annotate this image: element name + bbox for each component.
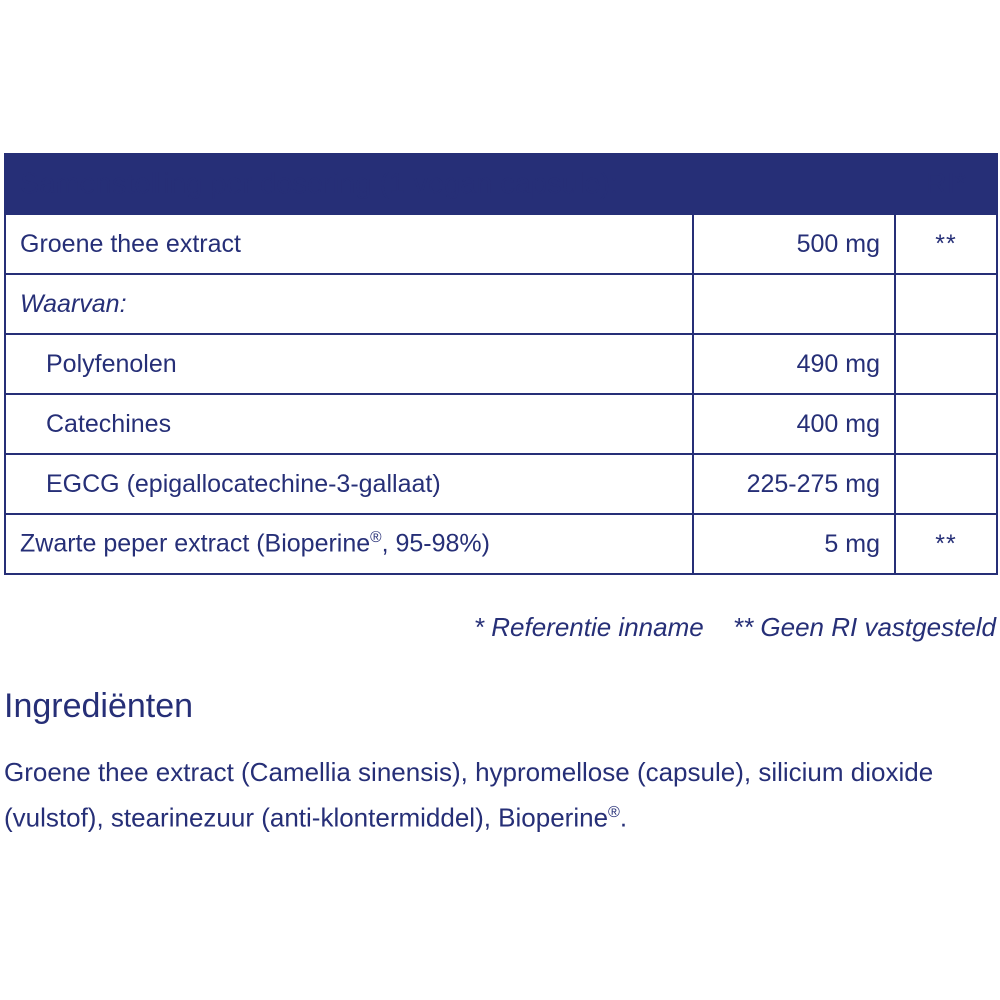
table-header xyxy=(5,154,997,214)
row-ri: ** xyxy=(895,514,997,574)
row-name: Groene thee extract xyxy=(5,214,693,274)
row-ri xyxy=(895,454,997,514)
table-row xyxy=(5,454,997,514)
footnotes xyxy=(0,612,1000,643)
row-value: 490 mg xyxy=(693,334,895,394)
row-name: Waarvan: xyxy=(5,274,693,334)
table-body xyxy=(5,214,997,574)
row-value: 225-275 mg xyxy=(693,454,895,514)
footnote-no-ri: ** Geen RI vastgesteld xyxy=(732,612,996,642)
table-header-row xyxy=(5,154,997,214)
row-ri xyxy=(895,334,997,394)
row-name: Catechines xyxy=(5,394,693,454)
row-name: Zwarte peper extract (Bioperine®, 95-98%) xyxy=(5,514,693,574)
row-value: 5 mg xyxy=(693,514,895,574)
ingredients-text: Groene thee extract (Camellia sinensis), hypromellose (capsule), silicium dioxide (vulstof), stearinezuur (anti-klontermiddel), Bioperine®. xyxy=(4,757,934,833)
row-ri: ** xyxy=(895,214,997,274)
table-row xyxy=(5,334,997,394)
nutrition-table xyxy=(4,153,998,575)
row-name: Polyfenolen xyxy=(5,334,693,394)
row-name: EGCG (epigallocatechine-3-gallaat) xyxy=(5,454,693,514)
header-composition: Samenstelling per dosering (1 vegan capsule): xyxy=(5,154,693,214)
row-ri xyxy=(895,274,997,334)
nutrition-table-container xyxy=(4,153,996,575)
header-amount xyxy=(693,154,895,214)
row-value: 400 mg xyxy=(693,394,895,454)
row-ri xyxy=(895,394,997,454)
table-row xyxy=(5,394,997,454)
table-row xyxy=(5,274,997,334)
row-value xyxy=(693,274,895,334)
ingredients-title: Ingrediënten xyxy=(4,687,194,725)
row-value: 500 mg xyxy=(693,214,895,274)
header-ri: RI* xyxy=(895,154,997,214)
table-row xyxy=(5,214,997,274)
table-row xyxy=(5,514,997,574)
footnote-ri: * Referentie inname xyxy=(473,612,704,642)
